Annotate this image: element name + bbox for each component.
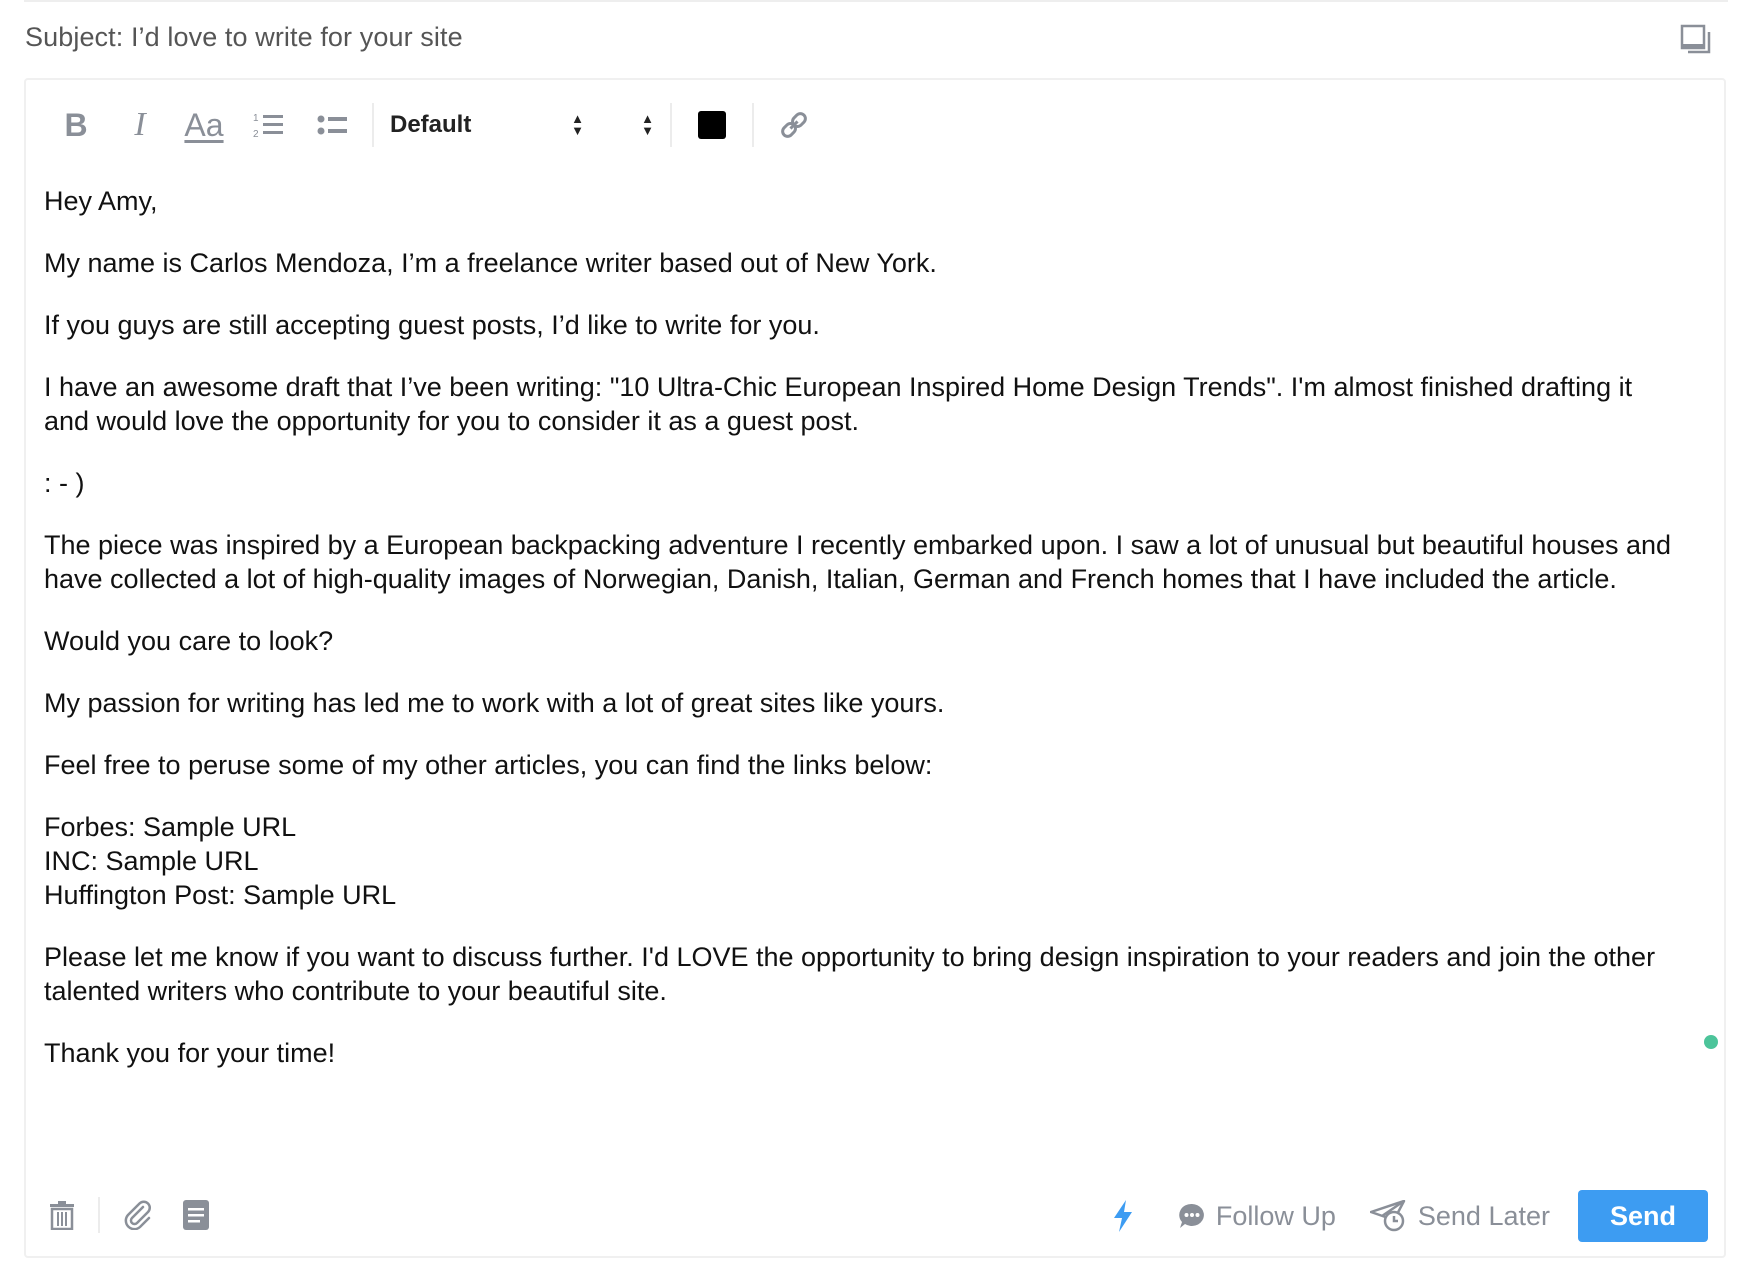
italic-icon: I <box>134 106 146 143</box>
body-paragraph: : - ) <box>44 468 85 498</box>
font-size-button[interactable] <box>172 100 236 150</box>
bulleted-list-button[interactable] <box>300 100 364 150</box>
toolbar-divider <box>752 103 754 147</box>
font-size-select[interactable] <box>592 100 662 150</box>
body-paragraph: Feel free to peruse some of my other articles, you can find the links below: <box>44 750 933 780</box>
send-button[interactable]: Send <box>1578 1190 1708 1242</box>
lightning-icon <box>1112 1200 1134 1232</box>
font-family-value: Default <box>390 111 472 138</box>
text-color-swatch <box>698 111 726 139</box>
composer-box <box>24 78 1726 1258</box>
follow-up-button[interactable] <box>1178 1201 1336 1232</box>
follow-up-label: Follow Up <box>1215 1200 1336 1231</box>
body-paragraph: Please let me know if you want to discuss further. I'd LOVE the opportunity to bring design inspiration to your readers and join the other talented writers who contribute to your beautiful site. <box>44 942 1656 1006</box>
chat-bubble-icon <box>1178 1202 1206 1230</box>
text-color-button[interactable] <box>680 100 744 150</box>
font-family-select[interactable] <box>382 100 592 150</box>
select-arrows-icon: ▲ ▼ <box>641 111 654 138</box>
footer-left-tools <box>44 1190 236 1240</box>
numbered-list-button[interactable] <box>236 100 300 150</box>
body-paragraph: Hey Amy, <box>44 186 158 216</box>
body-paragraph: Thank you for your time! <box>44 1038 336 1068</box>
toolbar-divider <box>372 103 374 147</box>
formatting-toolbar <box>44 92 826 158</box>
document-icon <box>183 1200 209 1230</box>
body-paragraph: Would you care to look? <box>44 626 334 656</box>
bold-button[interactable] <box>44 100 108 150</box>
numbered-list-icon <box>252 111 284 139</box>
top-divider <box>24 0 1728 2</box>
body-paragraph: My passion for writing has led me to work with a lot of great sites like yours. <box>44 688 945 718</box>
select-arrows-icon: ▲ ▼ <box>571 111 584 138</box>
bulleted-list-icon <box>317 113 347 137</box>
link-list <box>44 810 1684 912</box>
send-later-clock-icon <box>1370 1200 1408 1232</box>
trash-icon <box>49 1200 75 1230</box>
footer-actions <box>1078 1188 1708 1244</box>
delete-draft-button[interactable] <box>44 1197 80 1233</box>
footer-divider <box>98 1197 100 1233</box>
templates-button[interactable] <box>178 1197 214 1233</box>
insert-link-button[interactable] <box>762 100 826 150</box>
body-paragraph: If you guys are still accepting guest posts, I’d like to write for you. <box>44 310 820 340</box>
svg-text:1: 1 <box>253 113 259 124</box>
attach-file-button[interactable] <box>120 1197 156 1233</box>
link-line: Forbes: Sample URL <box>44 812 297 842</box>
italic-button[interactable] <box>108 100 172 150</box>
toolbar-divider <box>670 103 672 147</box>
svg-text:2: 2 <box>253 129 259 139</box>
message-body[interactable] <box>44 184 1684 1098</box>
link-icon <box>779 110 809 140</box>
quick-action-button[interactable] <box>1112 1200 1144 1232</box>
bold-icon: B <box>64 106 88 143</box>
subject-line[interactable]: Subject: I’d love to write for your site <box>25 22 463 52</box>
online-status-dot <box>1704 1035 1718 1049</box>
send-later-button[interactable] <box>1370 1200 1550 1232</box>
popout-window-icon[interactable] <box>1680 24 1712 56</box>
font-size-icon: Aa <box>184 106 224 143</box>
link-line: INC: Sample URL <box>44 846 259 876</box>
body-paragraph: My name is Carlos Mendoza, I’m a freelance writer based out of New York. <box>44 248 937 278</box>
link-line: Huffington Post: Sample URL <box>44 880 397 910</box>
paperclip-icon <box>123 1200 153 1230</box>
body-paragraph: The piece was inspired by a European backpacking adventure I recently embarked upon. I saw a lot of unusual but beautiful houses and have collected a lot of high-quality images of Norwegian, Danish, Italian, German and French homes that I have included the article. <box>44 530 1672 594</box>
send-later-label: Send Later <box>1417 1200 1550 1231</box>
body-paragraph: I have an awesome draft that I’ve been writing: "10 Ultra-Chic European Inspired Home Design Trends". I'm almost finished drafting it and would love the opportunity for you to consider it as a guest post. <box>44 372 1633 436</box>
